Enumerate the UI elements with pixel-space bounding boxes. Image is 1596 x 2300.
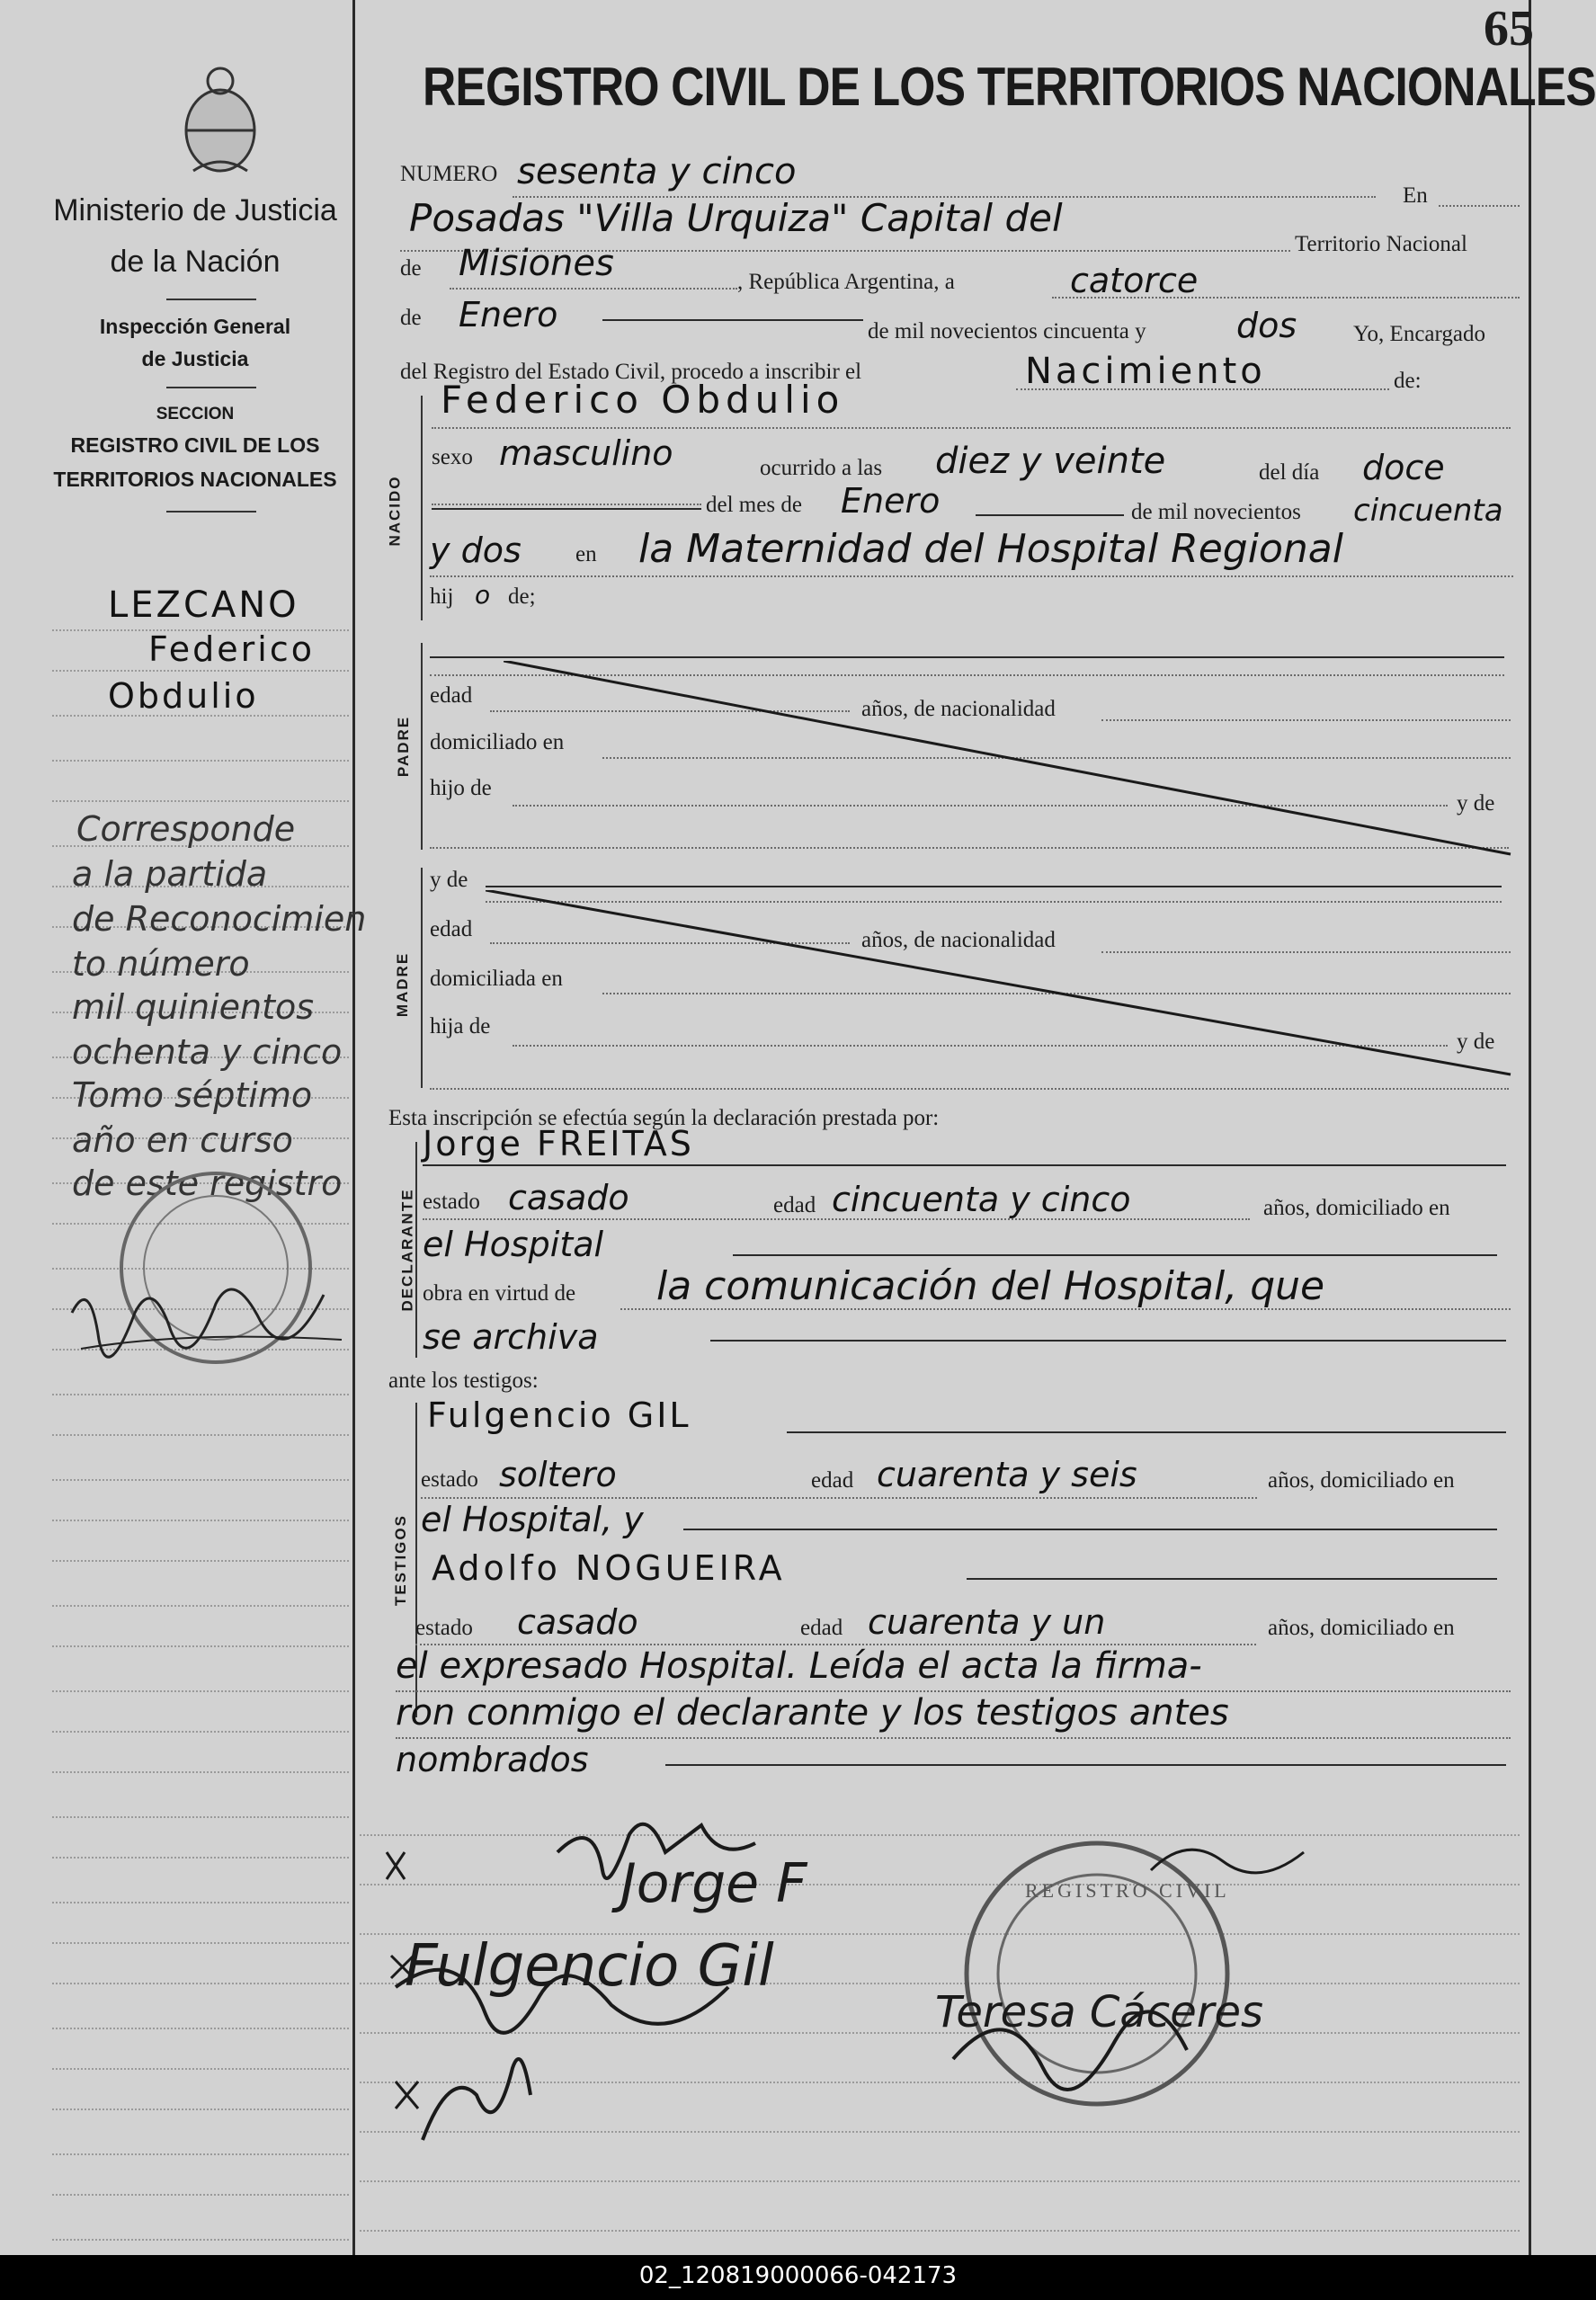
testigos-side-label: TESTIGOS	[391, 1514, 409, 1606]
place-value: Posadas "Villa Urquiza" Capital del	[409, 196, 1063, 240]
inspection-line2: de Justicia	[141, 347, 249, 370]
testigo1-estado-value: soltero	[499, 1455, 617, 1494]
testigo2-domic-value: el expresado Hospital. Leída el acta la firma-	[396, 1645, 1202, 1687]
declarante-domic-value: el Hospital	[423, 1225, 604, 1264]
document-title: REGISTRO CIVIL DE LOS TERRITORIOS NACIONALES	[423, 57, 1596, 117]
mes-value: Enero	[841, 481, 941, 521]
ministry-line1: Ministerio de Justicia	[53, 193, 337, 227]
margin-note-line: Tomo séptimo	[72, 1075, 313, 1115]
testigo2-estado-label: estado	[415, 1616, 473, 1640]
margin-signature-icon	[54, 1259, 360, 1394]
mil-label: de mil novecientos cincuenta y	[868, 319, 1146, 343]
madre-anios-label: años, de nacionalidad	[861, 928, 1056, 952]
margin-note-line: mil quinientos	[72, 987, 315, 1027]
ocurrido-label: ocurrido a las	[760, 456, 883, 480]
padre-domic-label: domiciliado en	[430, 730, 565, 754]
margin-note-line: año en curso	[72, 1120, 293, 1160]
testigo2-edad-value: cuarenta y un	[868, 1602, 1106, 1642]
margin-note-line: to número	[72, 944, 250, 984]
ministry-line2: de la Nación	[110, 245, 281, 279]
anio-value2: y dos	[430, 530, 522, 570]
testigo2-edad-label: edad	[800, 1616, 843, 1640]
anio-value1: cincuenta	[1353, 493, 1503, 529]
padre-anios-label: años, de nacionalidad	[861, 697, 1056, 721]
de-label: de	[400, 256, 422, 281]
margin-note-line: de Reconocimien	[72, 899, 367, 939]
nacido-bracket	[421, 396, 423, 620]
hij-label: hij	[430, 584, 454, 609]
margin-note-line: ochenta y cinco	[72, 1032, 343, 1072]
year-value: dos	[1236, 306, 1297, 345]
madre-side-label: MADRE	[394, 951, 412, 1018]
official-seal-text: REGISTRO CIVIL	[1025, 1879, 1230, 1902]
del-dia-label: del día	[1259, 460, 1320, 485]
registry-line1: REGISTRO CIVIL DE LOS	[70, 433, 320, 457]
declarante-estado-label: estado	[423, 1190, 480, 1214]
registro-label: del Registro del Estado Civil, procedo a inscribir el	[400, 360, 862, 384]
padre-cancel-stroke	[504, 661, 1520, 859]
territorio-label: Territorio Nacional	[1295, 232, 1467, 256]
declarante-edad-label: edad	[773, 1193, 816, 1217]
madre-domic-label: domiciliada en	[430, 967, 563, 991]
declarante-intro: Esta inscripción se efectúa según la declaración prestada por:	[388, 1106, 940, 1130]
divider	[166, 299, 256, 300]
republica-label: , República Argentina, a	[737, 270, 955, 294]
right-border	[1529, 0, 1531, 2255]
padre-bracket	[421, 643, 423, 850]
inspection-line1: Inspección General	[99, 315, 291, 338]
madre-y-de: y de	[1457, 1030, 1495, 1054]
signature-encargado: Teresa Cáceres	[935, 1987, 1263, 2037]
madre-hija-label: hija de	[430, 1014, 491, 1039]
de-colon: de:	[1394, 369, 1422, 393]
testigo1-estado-label: estado	[421, 1467, 478, 1492]
margin-given1: Federico	[148, 629, 315, 669]
footer-bar	[0, 2255, 1596, 2300]
madre-y-de-top: y de	[430, 868, 468, 892]
divider	[166, 511, 256, 513]
margin-given2: Obdulio	[108, 676, 259, 716]
padre-edad-label: edad	[430, 683, 473, 708]
hij-value: o	[475, 580, 491, 610]
act-value: Nacimiento	[1025, 351, 1266, 392]
margin-note-line: Corresponde	[76, 809, 296, 849]
en-label2: en	[575, 542, 597, 566]
madre-cancel-stroke	[486, 890, 1520, 1088]
testigo1-domic-value: el Hospital, y	[421, 1500, 644, 1539]
hora-value: diez y veinte	[935, 441, 1166, 482]
testigos-intro: ante los testigos:	[388, 1368, 539, 1393]
mes-label: del mes de	[706, 493, 802, 517]
madre-edad-label: edad	[430, 917, 473, 941]
yo-label: Yo, Encargado	[1353, 322, 1485, 346]
divider	[166, 387, 256, 388]
province-value: Misiones	[459, 243, 614, 284]
month-value: Enero	[459, 295, 558, 334]
declarante-name: Jorge FREITAS	[423, 1124, 694, 1163]
signatures-area	[378, 1798, 1457, 2230]
mil-label2: de mil novecientos	[1131, 500, 1301, 524]
numero-value: sesenta y cinco	[517, 151, 797, 192]
registry-line2: TERRITORIOS NACIONALES	[53, 468, 337, 491]
de-label: de	[400, 306, 422, 330]
lugar-value: la Maternidad del Hospital Regional	[638, 526, 1343, 572]
padre-side-label: PADRE	[395, 715, 413, 778]
declarante-obra-value2: se archiva	[423, 1317, 599, 1357]
padre-y-de: y de	[1457, 791, 1495, 816]
testigo1-name: Fulgencio GIL	[427, 1395, 691, 1435]
coat-of-arms-icon	[171, 54, 270, 180]
testigo2-estado-value: casado	[517, 1602, 638, 1642]
margin-note-line: a la partida	[72, 854, 268, 894]
declarante-edad-value: cincuenta y cinco	[832, 1180, 1131, 1219]
section-label: SECCION	[156, 405, 235, 423]
numero-label: NUMERO	[400, 162, 498, 186]
child-name: Federico Obdulio	[441, 378, 845, 422]
declarante-side-label: DECLARANTE	[398, 1188, 416, 1312]
signature-declarante: Jorge F	[620, 1852, 807, 1915]
sexo-label: sexo	[432, 445, 473, 469]
en-label: En	[1403, 183, 1428, 208]
signature-testigo1: Fulgencio Gil	[405, 1933, 774, 2000]
closing-line2: nombrados	[396, 1740, 589, 1779]
sexo-value: masculino	[499, 433, 673, 473]
testigo2-domic-label: años, domiciliado en	[1268, 1616, 1455, 1640]
footer-id: 02_120819000066-042173	[638, 2262, 958, 2289]
declarante-estado-value: casado	[508, 1178, 629, 1217]
hij-de: de;	[508, 584, 536, 609]
testigo1-edad-label: edad	[811, 1468, 854, 1493]
testigo1-edad-value: cuarenta y seis	[877, 1455, 1137, 1494]
dia-value: doce	[1362, 448, 1445, 487]
margin-note-line: de este registro	[72, 1163, 343, 1203]
day-value: catorce	[1070, 261, 1199, 300]
page-number: 65	[1484, 1, 1534, 57]
nacido-side-label: NACIDO	[386, 475, 404, 547]
margin-divider	[352, 0, 355, 2255]
testigo2-name: Adolfo NOGUEIRA	[432, 1548, 786, 1588]
padre-hijo-label: hijo de	[430, 776, 492, 800]
declarante-obra-label: obra en virtud de	[423, 1281, 576, 1306]
margin-surname: LEZCANO	[108, 584, 299, 626]
closing-line1: ron conmigo el declarante y los testigos antes	[396, 1692, 1229, 1734]
testigo1-domic-label: años, domiciliado en	[1268, 1468, 1455, 1493]
declarante-domic-label: años, domiciliado en	[1263, 1196, 1450, 1220]
declarante-obra-value1: la comunicación del Hospital, que	[656, 1263, 1325, 1309]
madre-bracket	[421, 868, 423, 1088]
